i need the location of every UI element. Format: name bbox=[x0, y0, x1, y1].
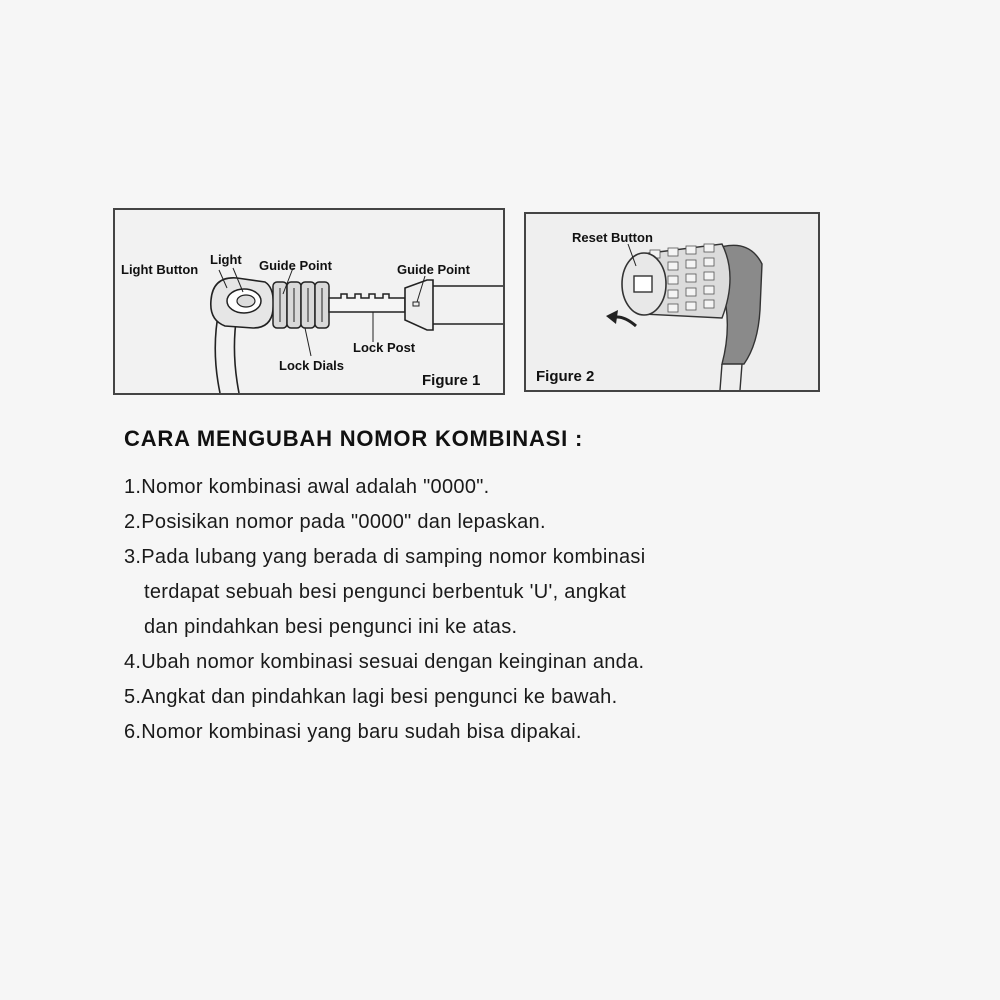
step-text-line: terdapat sebuah besi pengunci berbentuk 'U', angkat bbox=[144, 581, 627, 603]
instruction-step bbox=[124, 540, 824, 645]
step-text-line: Nomor kombinasi yang baru sudah bisa dipakai. bbox=[141, 721, 582, 743]
label-light: Light bbox=[210, 252, 242, 267]
instructions-heading: CARA MENGUBAH NOMOR KOMBINASI : bbox=[124, 426, 584, 451]
instruction-step bbox=[124, 645, 824, 680]
instruction-step bbox=[124, 470, 824, 505]
figure-1 bbox=[113, 208, 505, 395]
step-number: 6. bbox=[124, 721, 142, 743]
reset-button-illustration bbox=[526, 214, 818, 390]
label-light-button: Light Button bbox=[121, 262, 199, 277]
step-number: 2. bbox=[124, 511, 142, 533]
instruction-step bbox=[124, 715, 824, 750]
step-text-line: Angkat dan pindahkan lagi besi pengunci ke bawah. bbox=[141, 686, 618, 708]
instruction-steps-list bbox=[124, 470, 824, 750]
step-number: 1. bbox=[124, 476, 142, 498]
label-guide-point-left: Guide Point bbox=[259, 258, 332, 273]
instruction-step bbox=[124, 680, 824, 715]
step-text-line: Nomor kombinasi awal adalah "0000". bbox=[141, 476, 490, 498]
label-guide-point-right: Guide Point bbox=[397, 262, 470, 277]
instruction-step bbox=[124, 505, 824, 540]
label-lock-dials: Lock Dials bbox=[279, 358, 345, 373]
step-number: 3. bbox=[124, 546, 142, 568]
figure-2 bbox=[524, 212, 820, 392]
step-text-line: Posisikan nomor pada "0000" dan lepaskan. bbox=[141, 511, 546, 533]
step-text-line: dan pindahkan besi pengunci ini ke atas. bbox=[144, 616, 518, 638]
step-number: 5. bbox=[124, 686, 142, 708]
figure-1-caption: Figure 1 bbox=[422, 372, 481, 389]
label-lock-post: Lock Post bbox=[353, 340, 416, 355]
step-text-line: Ubah nomor kombinasi sesuai dengan keinginan anda. bbox=[141, 651, 645, 673]
figure-2-caption: Figure 2 bbox=[536, 368, 595, 385]
label-reset-button: Reset Button bbox=[572, 230, 653, 245]
step-number: 4. bbox=[124, 651, 142, 673]
step-text-line: Pada lubang yang berada di samping nomor kombinasi bbox=[141, 546, 646, 568]
